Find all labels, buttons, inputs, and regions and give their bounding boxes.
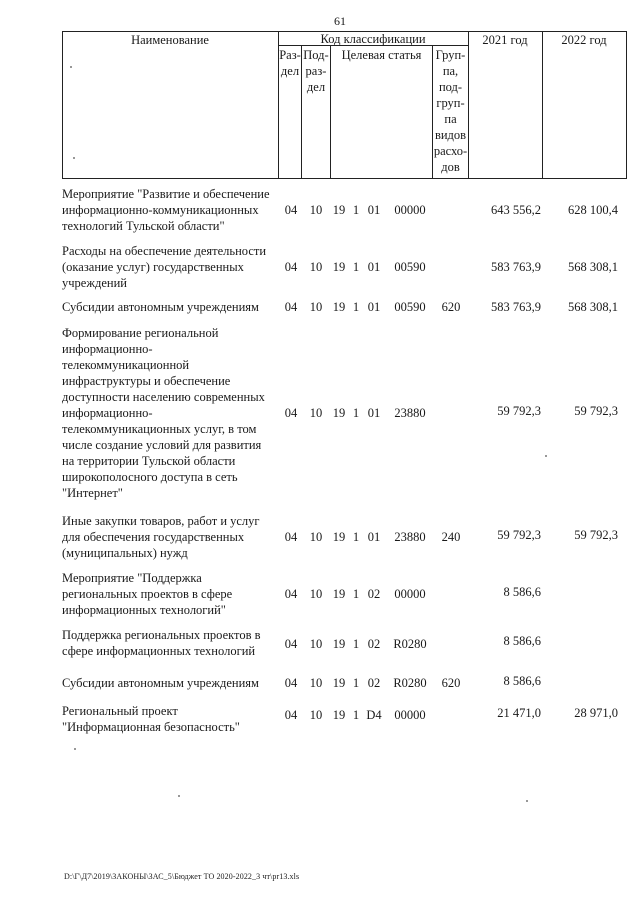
row-name: Субсидии автономным учреждениям [62, 676, 259, 690]
cell-2021: 8 586,6 [503, 585, 541, 599]
cell-2022: 59 792,3 [574, 404, 618, 418]
cell-cs4: 00590 [394, 300, 426, 314]
cell-vr: 240 [441, 530, 461, 544]
cell-podrazdel: 10 [309, 708, 323, 722]
cell-razdel: 04 [284, 203, 298, 217]
cell-cs1: 19 [332, 676, 346, 690]
cell-cs2: 1 [352, 406, 360, 420]
cell-2022: 628 100,4 [568, 203, 618, 217]
cell-cs3: 01 [367, 300, 381, 314]
cell-2022: 568 308,1 [568, 300, 618, 314]
cell-cs2: 1 [352, 708, 360, 722]
cell-cs3: 02 [367, 637, 381, 651]
row-name: Субсидии автономным учреждениям [62, 300, 259, 314]
row-name: Расходы на обеспечение деятельности (оказание услуг) государственных учреждений [62, 244, 267, 290]
cell-cs1: 19 [332, 708, 346, 722]
cell-cs2: 1 [352, 260, 360, 274]
cell-2022: 28 971,0 [574, 706, 618, 720]
cell-podrazdel: 10 [309, 637, 323, 651]
row-name: Мероприятие "Поддержка региональных проектов в сфере информационных технологий" [62, 571, 233, 617]
scan-speck [74, 748, 76, 750]
cell-razdel: 04 [284, 637, 298, 651]
cell-cs4: 23880 [394, 530, 426, 544]
cell-podrazdel: 10 [309, 587, 323, 601]
cell-2022: 59 792,3 [574, 528, 618, 542]
cell-razdel: 04 [284, 676, 298, 690]
header-code-group: Код классификации [320, 32, 426, 46]
cell-cs4: 00590 [394, 260, 426, 274]
cell-cs3: 02 [367, 587, 381, 601]
cell-cs3: 01 [367, 530, 381, 544]
cell-2021: 583 763,9 [491, 260, 541, 274]
row-name: Поддержка региональных проектов в сфере информационных технологий [62, 628, 261, 658]
row-name: Мероприятие "Развитие и обеспечение информационно-коммуникационных технологий Тульской области" [62, 187, 270, 233]
header-subsection: Под- раз- дел [303, 48, 329, 94]
scan-speck [70, 66, 72, 68]
cell-2021: 21 471,0 [497, 706, 541, 720]
cell-podrazdel: 10 [309, 406, 323, 420]
cell-cs1: 19 [332, 530, 346, 544]
scan-speck [526, 800, 528, 802]
cell-podrazdel: 10 [309, 300, 323, 314]
cell-cs4: R0280 [393, 637, 427, 651]
cell-cs2: 1 [352, 300, 360, 314]
cell-cs1: 19 [332, 587, 346, 601]
cell-cs4: 23880 [394, 406, 426, 420]
cell-cs3: 01 [367, 203, 381, 217]
cell-vr: 620 [441, 300, 461, 314]
cell-cs2: 1 [352, 530, 360, 544]
cell-cs4: 00000 [394, 708, 426, 722]
cell-cs4: 00000 [394, 203, 426, 217]
cell-cs1: 19 [332, 406, 346, 420]
page-number: 61 [334, 14, 346, 28]
cell-cs3: D4 [366, 708, 382, 722]
header-name: Наименование [131, 33, 209, 47]
border-left [62, 31, 63, 179]
cell-podrazdel: 10 [309, 530, 323, 544]
row-name: Региональный проект "Информационная безопасность" [62, 704, 240, 734]
cell-podrazdel: 10 [309, 676, 323, 690]
border-group [468, 31, 469, 179]
cell-razdel: 04 [284, 708, 298, 722]
cell-cs1: 19 [332, 637, 346, 651]
cell-razdel: 04 [284, 587, 298, 601]
header-section: Раз- дел [279, 48, 301, 78]
cell-cs2: 1 [352, 676, 360, 690]
cell-cs1: 19 [332, 203, 346, 217]
cell-2021: 583 763,9 [491, 300, 541, 314]
cell-cs2: 1 [352, 637, 360, 651]
cell-2022: 568 308,1 [568, 260, 618, 274]
cell-cs3: 01 [367, 406, 381, 420]
border-subsection [330, 45, 331, 179]
cell-2021: 8 586,6 [503, 634, 541, 648]
border-2021 [542, 31, 543, 179]
cell-podrazdel: 10 [309, 203, 323, 217]
row-name: Формирование региональной информационно- телекоммуникационной инфраструктуры и обеспечение доступности населению современных информационно- телекоммуникационных услуг, в том числе создание условий для развития на территории Тульской области широкополосного доступа в сеть "Интернет" [62, 326, 265, 500]
cell-razdel: 04 [284, 530, 298, 544]
cell-cs2: 1 [352, 203, 360, 217]
cell-cs1: 19 [332, 300, 346, 314]
cell-cs1: 19 [332, 260, 346, 274]
cell-razdel: 04 [284, 300, 298, 314]
cell-podrazdel: 10 [309, 260, 323, 274]
scan-speck [545, 455, 547, 457]
header-expense-group: Груп- па, под- груп- па видов расхо- дов [433, 48, 468, 174]
cell-vr: 620 [441, 676, 461, 690]
cell-cs3: 02 [367, 676, 381, 690]
cell-razdel: 04 [284, 406, 298, 420]
header-2022: 2022 год [561, 33, 607, 47]
cell-razdel: 04 [284, 260, 298, 274]
header-target-article: Целевая статья [341, 48, 422, 62]
cell-cs4: R0280 [393, 676, 427, 690]
cell-cs4: 00000 [394, 587, 426, 601]
border-right [626, 31, 627, 179]
cell-2021: 59 792,3 [497, 404, 541, 418]
cell-2021: 59 792,3 [497, 528, 541, 542]
row-name: Иные закупки товаров, работ и услуг для обеспечения государственных (муниципальных) нужд [62, 514, 260, 560]
cell-2021: 8 586,6 [503, 674, 541, 688]
cell-2021: 643 556,2 [491, 203, 541, 217]
cell-cs2: 1 [352, 587, 360, 601]
file-path-footer: D:\Г\Д7\2019\ЗАКОНЫ\ЗАС_5\Бюджет ТО 2020-2022_3 чт\pr13.xls [64, 872, 300, 881]
scan-speck [73, 157, 75, 159]
header-2021: 2021 год [482, 33, 528, 47]
scan-speck [178, 795, 180, 797]
cell-cs3: 01 [367, 260, 381, 274]
